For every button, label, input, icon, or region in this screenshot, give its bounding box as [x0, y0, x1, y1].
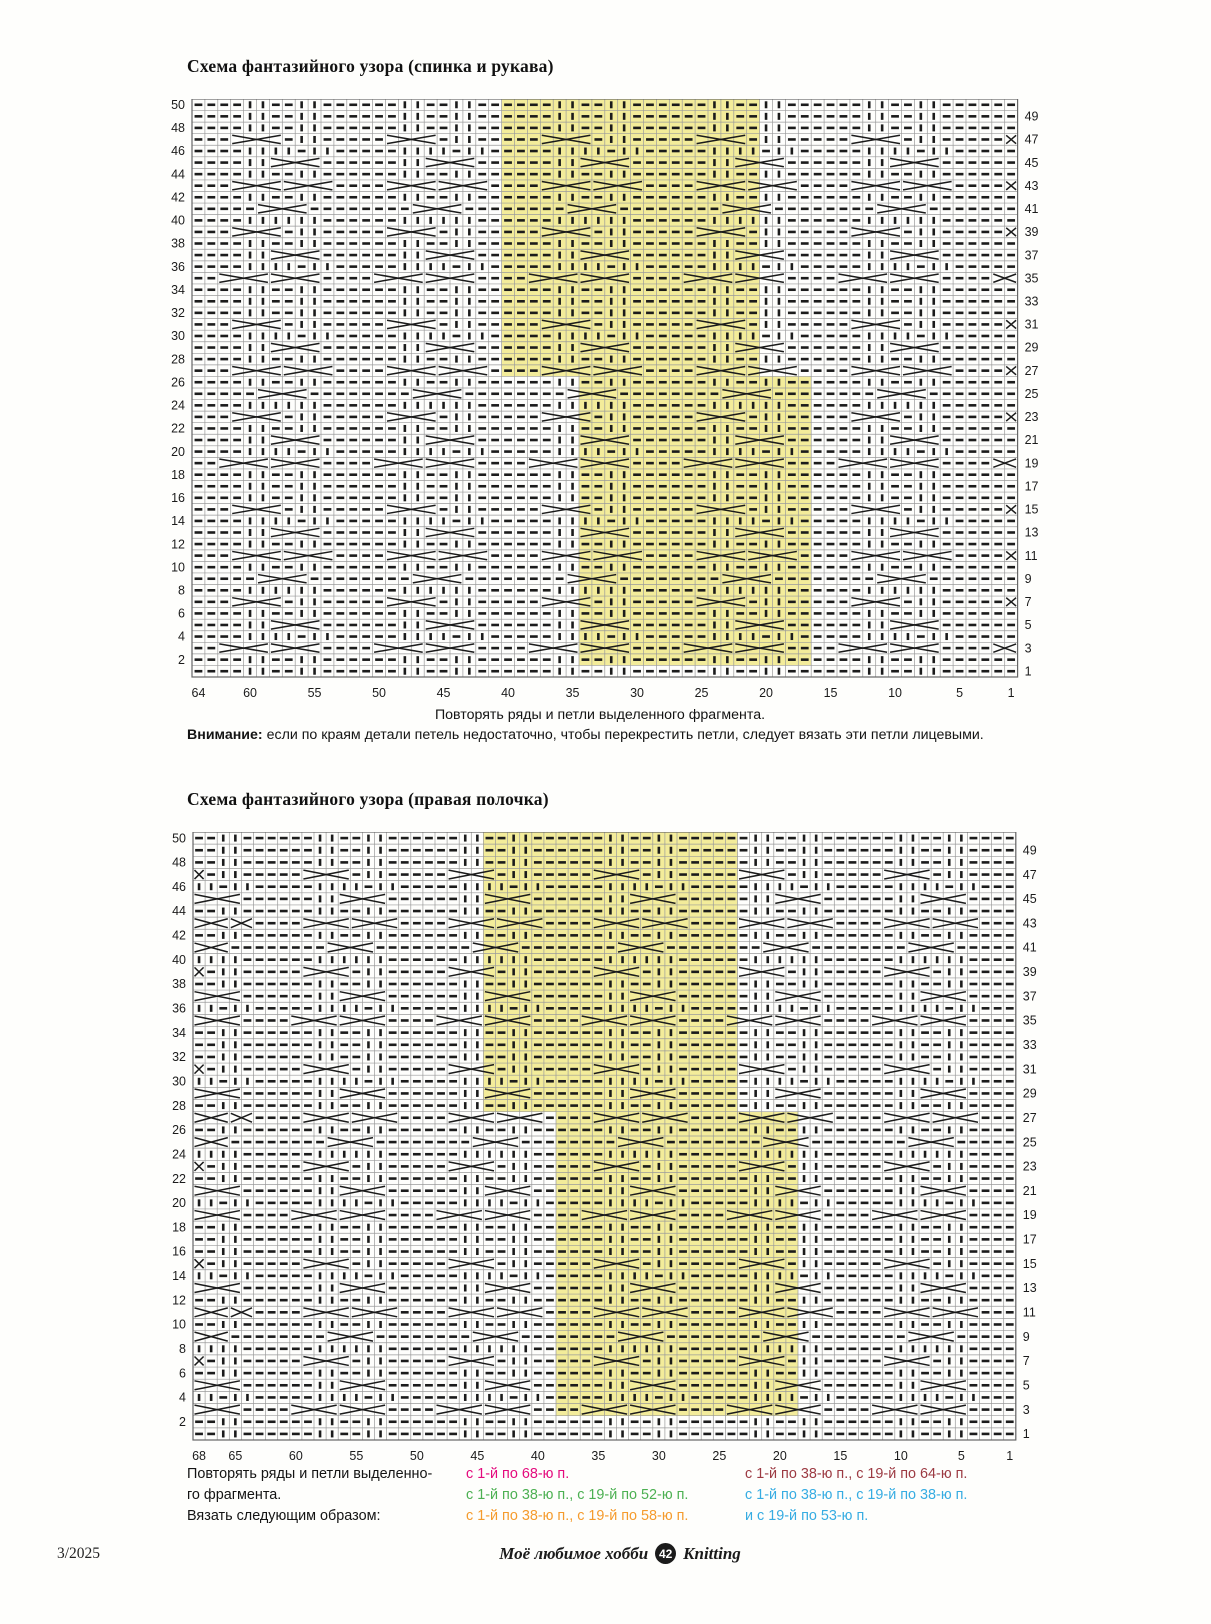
- row-number-right: 15: [1022, 1256, 1037, 1271]
- row-number-right: 37: [1024, 248, 1039, 263]
- row-number-left: 38: [172, 977, 186, 992]
- row-number-right: 41: [1024, 202, 1039, 217]
- stitch-number: 40: [501, 685, 515, 700]
- row-number-left: 34: [172, 1025, 186, 1040]
- row-number-left: 40: [172, 952, 186, 967]
- row-number-left: 16: [172, 1244, 186, 1259]
- stitch-number: 55: [307, 685, 322, 700]
- legend-size-line: с 1-й по 38-ю п., с 19-й по 64-ю п.: [745, 1466, 968, 1482]
- attention-label: Внимание:: [187, 727, 263, 743]
- row-number-right: 49: [1024, 109, 1039, 124]
- row-number-right: 23: [1022, 1159, 1037, 1174]
- row-number-left: 50: [171, 99, 185, 112]
- row-number-left: 22: [172, 1171, 186, 1186]
- row-number-left: 4: [179, 1390, 186, 1405]
- row-number-right: 13: [1024, 525, 1039, 540]
- stitch-number: 20: [759, 685, 773, 700]
- row-number-left: 14: [172, 1269, 186, 1284]
- legend-size-line: с 1-й по 38-ю п., с 19-й по 52-ю п.: [466, 1487, 689, 1504]
- chart2-title: Схема фантазийного узора (правая полочка): [187, 789, 549, 809]
- row-number-right: 35: [1022, 1013, 1037, 1028]
- row-number-right: 11: [1022, 1305, 1036, 1320]
- row-number-right: 29: [1024, 340, 1039, 355]
- row-number-left: 6: [178, 606, 185, 621]
- row-number-right: 43: [1022, 916, 1037, 931]
- stitch-number: 1: [1006, 1448, 1014, 1463]
- row-number-left: 24: [171, 398, 185, 413]
- stitch-number: 60: [288, 1448, 303, 1463]
- legend-size-line: с 1-й по 68-ю п.: [466, 1466, 570, 1482]
- row-number-left: 32: [171, 306, 185, 321]
- row-number-right: 47: [1022, 867, 1037, 882]
- row-number-right: 27: [1022, 1110, 1037, 1125]
- stitch-number: 30: [630, 685, 644, 700]
- row-number-left: 44: [171, 167, 185, 182]
- brand-knitting: Knitting: [683, 1543, 741, 1563]
- stitch-number: 10: [888, 685, 902, 700]
- row-number-left: 8: [178, 583, 185, 598]
- row-number-left: 50: [172, 832, 186, 846]
- stitch-number: 40: [530, 1448, 545, 1463]
- row-number-left: 20: [171, 444, 185, 459]
- stitch-number: 55: [349, 1448, 364, 1463]
- row-number-left: 26: [171, 375, 185, 390]
- row-number-right: 47: [1024, 132, 1039, 147]
- row-number-left: 30: [171, 329, 185, 344]
- row-number-left: 6: [179, 1366, 186, 1381]
- row-number-right: 5: [1024, 618, 1032, 633]
- row-number-right: 21: [1024, 433, 1039, 448]
- row-number-left: 48: [172, 855, 186, 870]
- stitch-number: 65: [228, 1448, 243, 1463]
- stitch-number: 45: [436, 685, 451, 700]
- row-number-right: 37: [1022, 989, 1037, 1004]
- stitch-number: 60: [243, 685, 257, 700]
- row-number-right: 7: [1022, 1354, 1030, 1369]
- stitch-number: 25: [712, 1448, 727, 1463]
- row-number-right: 1: [1022, 1427, 1030, 1442]
- row-number-left: 12: [172, 1293, 186, 1308]
- stitch-number: 25: [694, 685, 709, 700]
- row-number-left: 20: [172, 1196, 186, 1211]
- row-number-right: 33: [1022, 1038, 1037, 1053]
- row-number-right: 29: [1022, 1086, 1037, 1101]
- row-number-right: 25: [1024, 386, 1039, 401]
- row-number-right: 27: [1024, 363, 1039, 378]
- row-number-left: 42: [171, 190, 185, 205]
- stitch-number: 35: [591, 1448, 606, 1463]
- legend-size-line: с 1-й по 38-ю п., с 19-й по 58-ю п.: [466, 1508, 689, 1525]
- legend-instructions: [187, 1464, 432, 1528]
- row-number-right: 31: [1022, 1062, 1037, 1077]
- row-number-right: 35: [1024, 271, 1039, 286]
- magazine-brand: [440, 1543, 800, 1564]
- row-number-right: 19: [1022, 1208, 1037, 1223]
- stitch-number: 30: [651, 1448, 666, 1463]
- row-number-left: 2: [179, 1414, 186, 1429]
- legend-size-ranges-left: [466, 1464, 688, 1528]
- legend-size-line: и с 19-й по 53-ю п.: [745, 1508, 869, 1525]
- row-number-left: 10: [172, 1317, 186, 1332]
- stitch-number: 15: [823, 685, 838, 700]
- row-number-right: 45: [1024, 155, 1039, 170]
- row-number-left: 2: [178, 652, 185, 667]
- chart1-svg: [148, 99, 1064, 713]
- issue-number: 3/2025: [57, 1545, 101, 1562]
- row-number-left: 12: [171, 537, 185, 552]
- row-number-right: 13: [1022, 1281, 1037, 1296]
- legend-size-ranges-right: [745, 1464, 967, 1528]
- attention-text: если по краям детали петель недостаточно, чтобы перекрестить петли, следует вязать эти петли лицевыми.: [262, 727, 984, 743]
- row-number-right: 15: [1024, 502, 1039, 517]
- row-number-right: 23: [1024, 410, 1039, 425]
- row-number-left: 36: [172, 1001, 186, 1016]
- row-number-right: 9: [1022, 1329, 1030, 1344]
- row-number-right: 41: [1022, 940, 1037, 955]
- row-number-left: 36: [171, 259, 185, 274]
- stitch-number: 68: [192, 1448, 206, 1463]
- row-number-right: 19: [1024, 456, 1039, 471]
- row-number-right: 3: [1022, 1402, 1030, 1417]
- row-number-left: 10: [171, 560, 185, 575]
- row-number-left: 22: [171, 421, 185, 436]
- stitch-number: 1: [1007, 685, 1015, 700]
- row-number-right: 5: [1022, 1378, 1030, 1393]
- row-number-left: 28: [171, 352, 185, 367]
- chart2-svg: [149, 832, 1062, 1476]
- attention-caption: [187, 727, 1197, 743]
- row-number-right: 49: [1022, 843, 1037, 858]
- row-number-right: 39: [1024, 225, 1039, 240]
- legend-line: Повторять ряды и петли выделенно-: [187, 1466, 433, 1482]
- row-number-left: 4: [178, 629, 185, 644]
- legend-size-line: с 1-й по 38-ю п., с 19-й по 38-ю п.: [745, 1487, 968, 1504]
- row-number-left: 40: [171, 213, 185, 228]
- row-number-left: 44: [172, 904, 186, 919]
- row-number-left: 24: [172, 1147, 186, 1162]
- row-number-left: 32: [172, 1050, 186, 1065]
- repeat-caption: Повторять ряды и петли выделенного фрагмента.: [434, 707, 766, 723]
- stitch-number: 10: [893, 1448, 908, 1463]
- row-number-right: 1: [1024, 664, 1032, 679]
- row-number-right: 43: [1024, 178, 1039, 193]
- stitch-number: 45: [470, 1448, 485, 1463]
- stitch-number: 5: [957, 1448, 965, 1463]
- row-number-left: 28: [172, 1098, 186, 1113]
- stitch-number: 50: [409, 1448, 424, 1463]
- brand-name: Моё любимое хобби: [499, 1543, 649, 1563]
- row-number-right: 45: [1022, 892, 1037, 907]
- legend-line: го фрагмента.: [187, 1487, 282, 1504]
- row-number-right: 33: [1024, 294, 1039, 309]
- stitch-number: 50: [372, 685, 386, 700]
- brand-number-badge: 42: [655, 1543, 676, 1564]
- stitch-number: 35: [565, 685, 580, 700]
- row-number-left: 42: [172, 928, 186, 943]
- stitch-number: 64: [191, 685, 206, 700]
- row-number-left: 18: [171, 467, 185, 482]
- row-number-left: 18: [172, 1220, 186, 1235]
- row-number-right: 3: [1024, 641, 1032, 656]
- row-number-right: 31: [1024, 317, 1039, 332]
- row-number-left: 8: [179, 1341, 186, 1356]
- row-number-left: 34: [171, 282, 185, 297]
- stitch-number: 15: [833, 1448, 848, 1463]
- row-number-right: 7: [1024, 595, 1032, 610]
- row-number-left: 38: [171, 236, 185, 251]
- row-number-left: 30: [172, 1074, 186, 1089]
- row-number-right: 39: [1022, 965, 1037, 980]
- row-number-right: 25: [1022, 1135, 1037, 1150]
- row-number-left: 14: [171, 514, 185, 529]
- stitch-number: 20: [772, 1448, 787, 1463]
- legend-line: Вязать следующим образом:: [187, 1508, 381, 1525]
- row-number-right: 11: [1024, 548, 1038, 563]
- row-number-left: 16: [171, 491, 185, 506]
- row-number-right: 21: [1022, 1183, 1037, 1198]
- row-number-left: 46: [171, 144, 185, 159]
- chart1-title: Схема фантазийного узора (спинка и рукава): [187, 56, 554, 76]
- row-number-right: 17: [1024, 479, 1039, 494]
- row-number-right: 17: [1022, 1232, 1037, 1247]
- row-number-right: 9: [1024, 571, 1032, 586]
- row-number-left: 26: [172, 1123, 186, 1138]
- row-number-left: 48: [171, 121, 185, 136]
- stitch-number: 5: [956, 685, 964, 700]
- row-number-left: 46: [172, 879, 186, 894]
